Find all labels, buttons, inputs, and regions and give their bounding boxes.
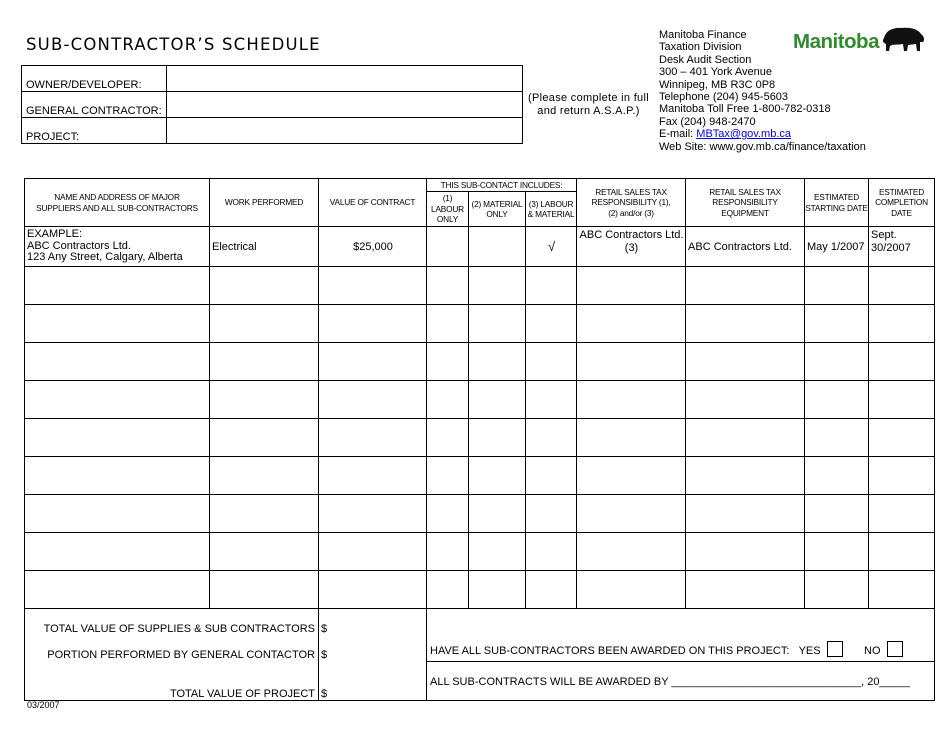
table-row[interactable]	[25, 267, 935, 305]
total-supplies-value[interactable]: $	[319, 609, 427, 636]
example-rst-cell	[577, 227, 686, 267]
col-header-material-only: (2) MATERIAL ONLY	[469, 192, 526, 227]
table-row[interactable]	[25, 533, 935, 571]
example-value: $25,000	[319, 227, 427, 267]
owner-field[interactable]	[167, 66, 523, 92]
example-start: May 1/2007	[805, 227, 869, 267]
address-line: Telephone (204) 945-5603	[659, 91, 789, 104]
col-header-name: NAME AND ADDRESS OF MAJOR SUPPLIERS AND ALL SUB-CONTRACTORS	[25, 179, 210, 227]
address-line: Fax (204) 948-2470	[659, 115, 756, 128]
example-completion-cell	[869, 227, 935, 267]
instruction-text	[526, 92, 651, 118]
yes-checkbox[interactable]	[827, 641, 843, 657]
col-header-rst: RETAIL SALES TAX RESPONSIBILITY (1), (2) and/or (3)	[577, 179, 686, 227]
example-completion-line: Sept.	[871, 229, 897, 241]
address-line: Manitoba Finance	[659, 29, 747, 41]
example-label: EXAMPLE:	[27, 228, 83, 240]
example-company: ABC Contractors Ltd.	[27, 239, 131, 252]
manitoba-logo: Manitoba	[793, 30, 879, 53]
address-line: Manitoba Toll Free 1-800-782-0318	[659, 103, 831, 116]
example-rst-company: ABC Contractors Ltd.	[579, 229, 684, 241]
project-info-table	[21, 65, 523, 144]
owner-label: OWNER/DEVELOPER:	[22, 66, 167, 92]
portion-label: PORTION PERFORMED BY GENERAL CONTACTOR	[25, 635, 319, 661]
no-label: NO	[864, 644, 881, 657]
general-contractor-label: GENERAL CONTRACTOR:	[22, 92, 167, 118]
address-line: Taxation Division	[659, 41, 742, 54]
awarded-by-line[interactable]: ALL SUB-CONTRACTS WILL BE AWARDED BY _______________________________, 20_____	[427, 661, 935, 700]
col-header-labour-material: (3) LABOUR & MATERIAL	[526, 192, 577, 227]
awarded-question-text: HAVE ALL SUB-CONTRACTORS BEEN AWARDED ON THIS PROJECT:	[430, 644, 790, 657]
example-completion-line: 30/2007	[871, 241, 911, 254]
address-line: 300 – 401 York Avenue	[659, 66, 772, 79]
col-header-rst-equipment: RETAIL SALES TAX RESPONSIBILITY EQUIPMENT	[686, 179, 805, 227]
portion-value[interactable]: $	[319, 635, 427, 661]
example-equipment: ABC Contractors Ltd.	[686, 227, 805, 267]
col-header-labour-only: (1) LABOUR ONLY	[427, 192, 469, 227]
address-line: Winnipeg, MB R3C 0P8	[659, 78, 776, 91]
project-label: PROJECT:	[22, 118, 167, 144]
yes-label: YES	[798, 644, 821, 657]
general-contractor-field[interactable]	[167, 92, 523, 118]
example-checkmark: √	[526, 227, 577, 267]
table-row[interactable]	[25, 419, 935, 457]
table-row[interactable]	[25, 457, 935, 495]
page-title: SUB-CONTRACTOR’S SCHEDULE	[26, 35, 321, 54]
email-label: E-mail:	[659, 128, 697, 141]
total-project-label: TOTAL VALUE OF PROJECT	[25, 661, 319, 700]
awarded-question	[427, 609, 935, 662]
col-header-includes: THIS SUB-CONTACT INCLUDES:	[427, 179, 577, 192]
example-work: Electrical	[210, 227, 319, 267]
sub-contractor-table	[24, 178, 935, 701]
col-header-completion: ESTIMATED COMPLETION DATE	[869, 179, 935, 227]
col-header-value: VALUE OF CONTRACT	[319, 179, 427, 227]
example-material-only	[469, 227, 526, 267]
table-row[interactable]	[25, 381, 935, 419]
instruction-line: (Please complete in full	[528, 92, 649, 104]
example-address: 123 Any Street, Calgary, Alberta	[27, 251, 183, 263]
example-row	[25, 227, 935, 267]
total-project-value[interactable]: $	[319, 661, 427, 700]
col-header-start: ESTIMATED STARTING DATE	[805, 179, 869, 227]
table-row[interactable]	[25, 495, 935, 533]
example-labour-only	[427, 227, 469, 267]
email-link[interactable]: MBTax@gov.mb.ca	[696, 128, 791, 141]
bison-icon	[880, 24, 926, 54]
no-checkbox[interactable]	[887, 641, 903, 657]
instruction-line: and return A.S.A.P.)	[537, 105, 640, 117]
table-row[interactable]	[25, 305, 935, 343]
example-rst-code: (3)	[624, 241, 639, 254]
form-date: 03/2007	[27, 700, 60, 710]
project-field[interactable]	[167, 118, 523, 144]
total-supplies-label: TOTAL VALUE OF SUPPLIES & SUB CONTRACTORS	[25, 609, 319, 636]
website-line: Web Site: www.gov.mb.ca/finance/taxation	[659, 140, 866, 153]
col-header-work: WORK PERFORMED	[210, 179, 319, 227]
address-line: Desk Audit Section	[659, 53, 752, 66]
example-name-cell	[25, 227, 210, 267]
table-row[interactable]	[25, 343, 935, 381]
table-row[interactable]	[25, 571, 935, 609]
